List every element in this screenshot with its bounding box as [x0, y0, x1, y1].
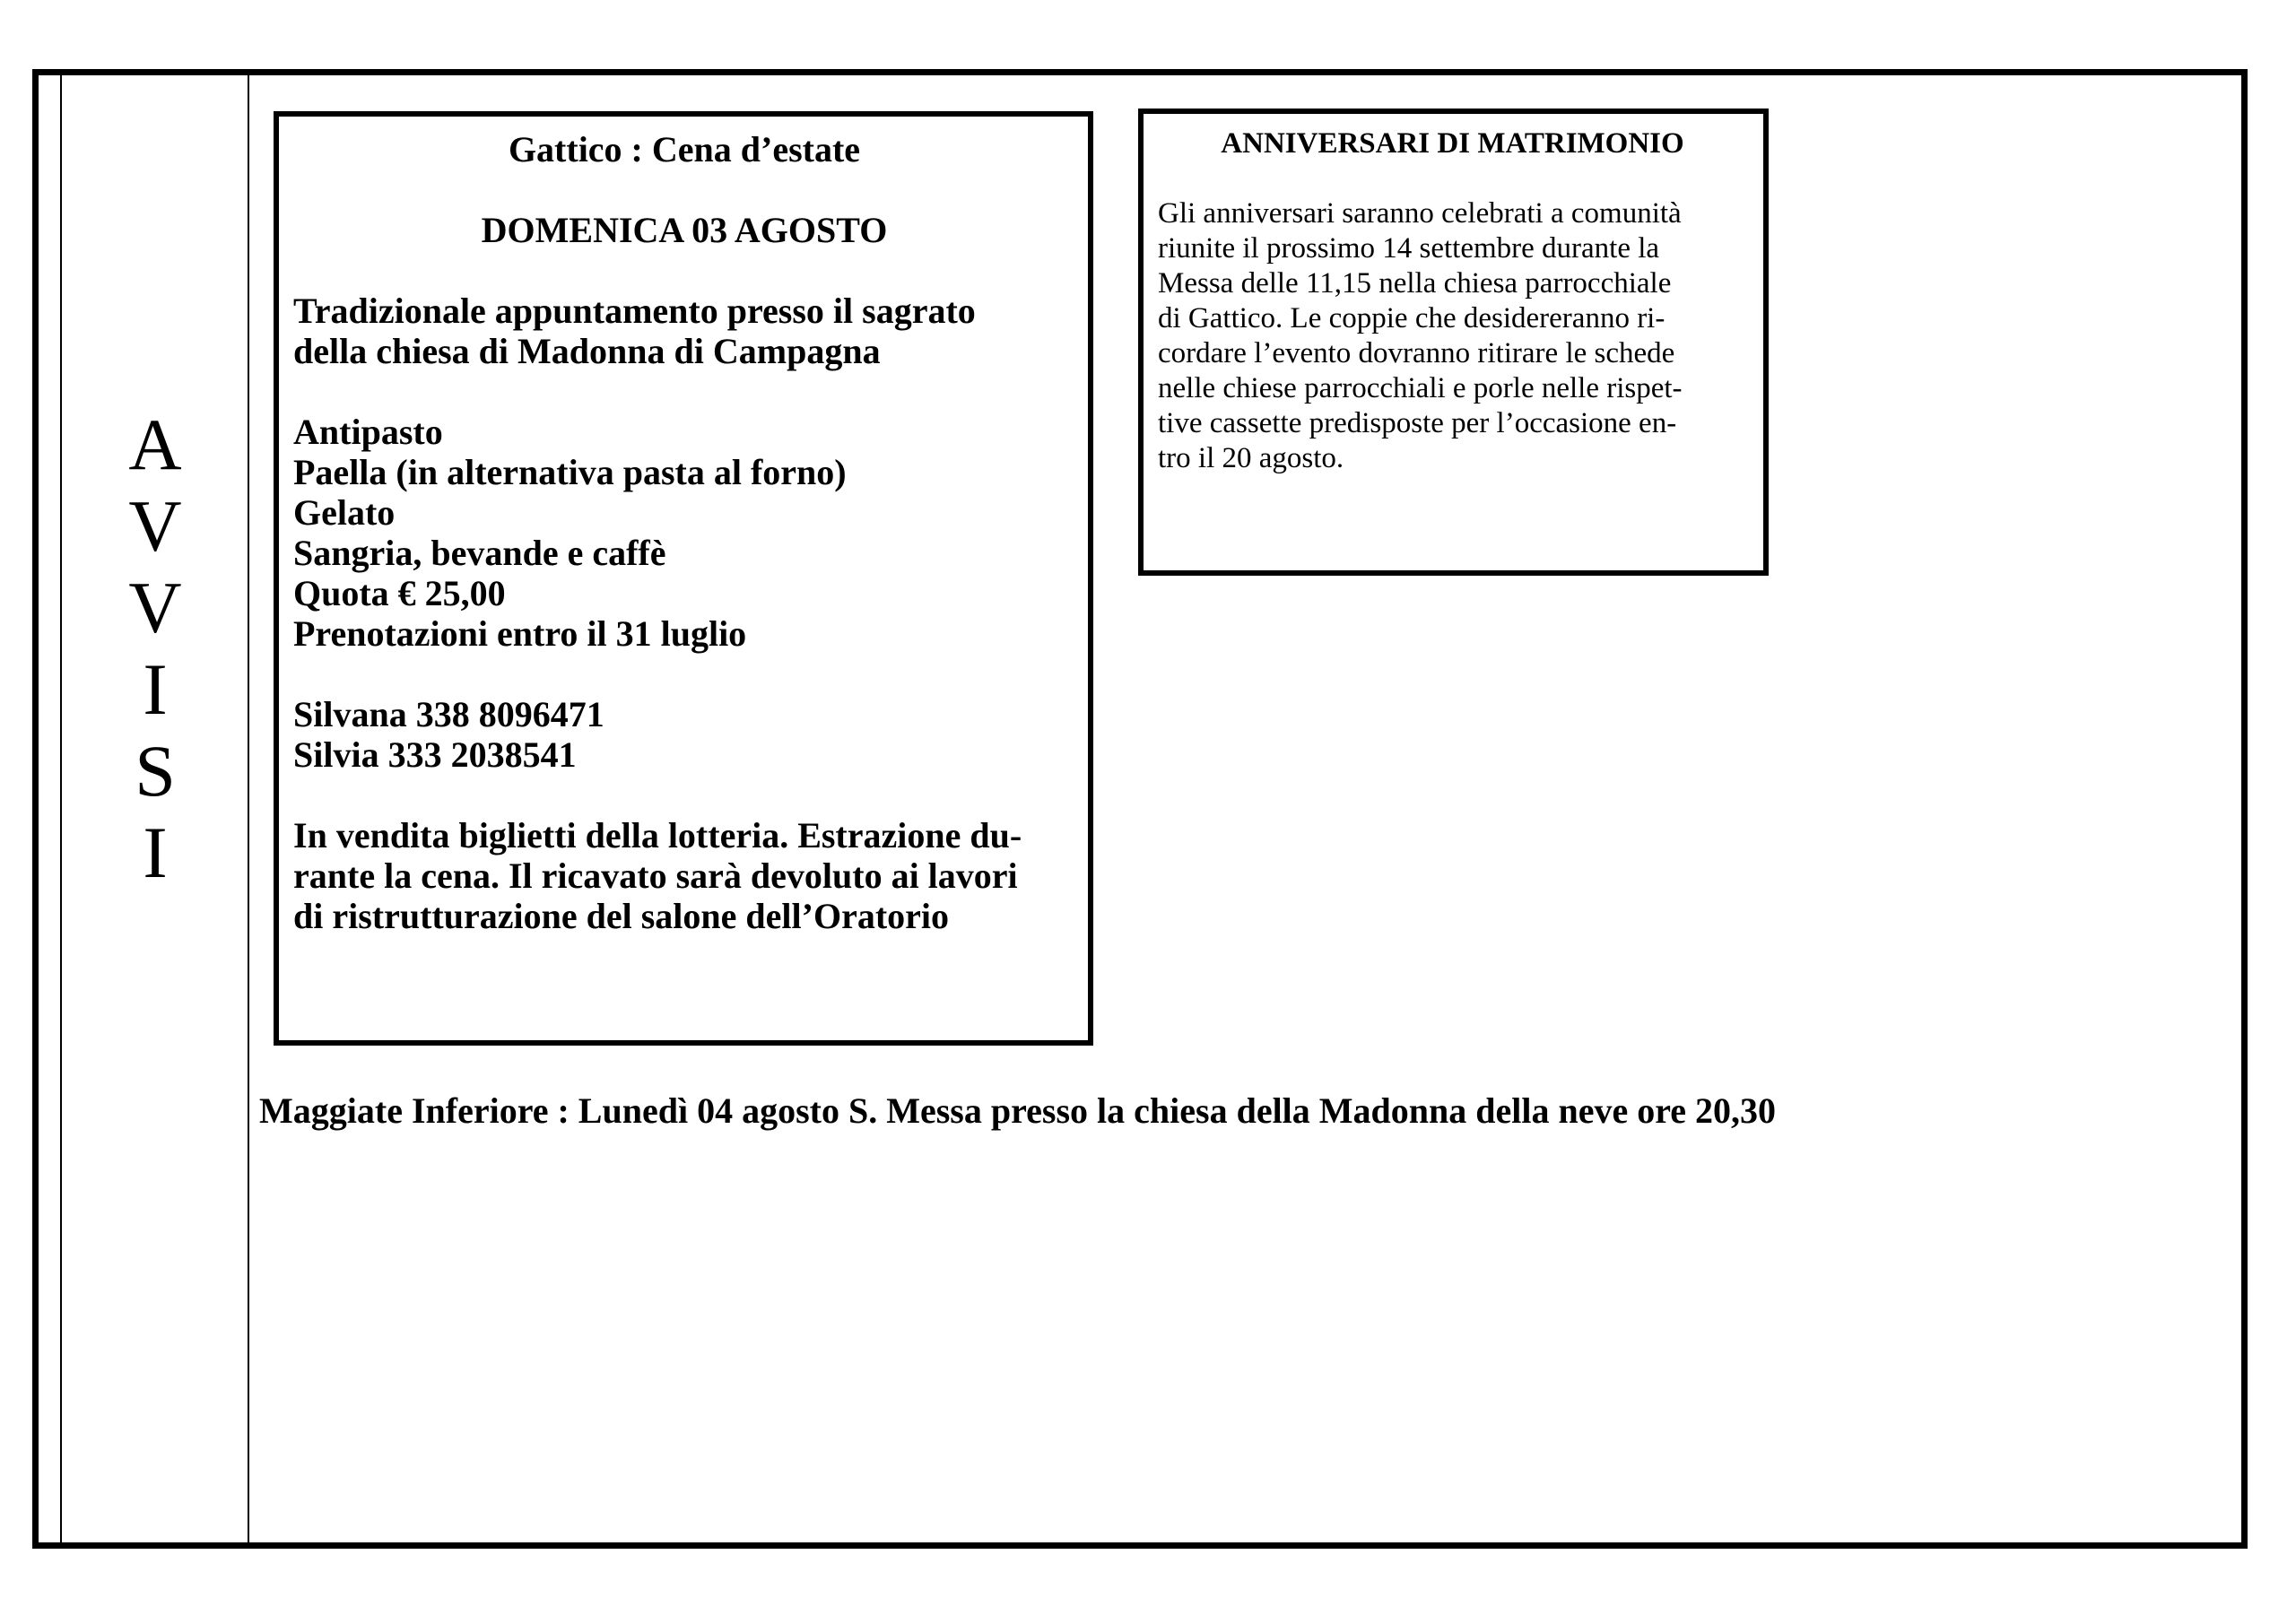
- avvisi-vertical-label: [63, 404, 248, 893]
- anniversari-line: riunite il prossimo 14 settembre durante la: [1158, 232, 1660, 265]
- maggiate-notice: Maggiate Inferiore : Lunedì 04 agosto S. Messa presso la chiesa della Madonna della neve ore 20,30: [259, 1090, 1777, 1131]
- avvisi-letter: S: [135, 730, 176, 812]
- avvisi-letter: V: [128, 485, 182, 567]
- avvisi-letter: I: [143, 812, 168, 893]
- cena-contacts: [293, 694, 1075, 775]
- contact-line: Silvana 338 8096471: [293, 694, 604, 734]
- sidebar-rule-right: [248, 75, 249, 1542]
- cena-date: DOMENICA 03 AGOSTO: [481, 210, 888, 250]
- lottery-line: di ristrutturazione del salone dell’Oratorio: [293, 896, 950, 936]
- menu-item: Sangria, bevande e caffè: [293, 533, 666, 573]
- lottery-line: rante la cena. Il ricavato sarà devoluto ai lavori: [293, 855, 1018, 896]
- menu-booking-deadline: Prenotazioni entro il 31 luglio: [293, 613, 747, 654]
- contact-line: Silvia 333 2038541: [293, 734, 577, 775]
- anniversari-line: tro il 20 agosto.: [1158, 442, 1344, 474]
- cena-title: Gattico : Cena d’estate: [508, 129, 861, 169]
- anniversari-line: Messa delle 11,15 nella chiesa parrocchiale: [1158, 267, 1672, 300]
- menu-item: Gelato: [293, 492, 396, 533]
- cena-lottery: [293, 815, 1075, 936]
- cena-intro: [293, 291, 1075, 371]
- anniversari-box: [1138, 109, 1769, 576]
- anniversari-title: ANNIVERSARI DI MATRIMONIO: [1221, 127, 1684, 160]
- anniversari-line: nelle chiese parrocchiali e porle nelle rispet-: [1158, 372, 1683, 404]
- avvisi-letter: V: [128, 567, 182, 648]
- cena-menu: [293, 412, 1075, 654]
- anniversari-line: tive cassette predisposte per l’occasione en-: [1158, 407, 1677, 439]
- cena-intro-line: Tradizionale appuntamento presso il sagrato: [293, 291, 976, 331]
- avvisi-letter: A: [128, 404, 182, 485]
- anniversari-body: [1158, 196, 1747, 476]
- menu-price: Quota € 25,00: [293, 573, 506, 613]
- avvisi-letter: I: [143, 648, 168, 730]
- sidebar-rule-left: [60, 75, 62, 1542]
- menu-item: Antipasto: [293, 412, 443, 452]
- lottery-line: In vendita biglietti della lotteria. Estrazione du-: [293, 815, 1022, 855]
- menu-item: Paella (in alternativa pasta al forno): [293, 452, 847, 492]
- anniversari-line: Gli anniversari saranno celebrati a comunità: [1158, 197, 1682, 230]
- cena-estate-box: [274, 111, 1093, 1046]
- anniversari-line: cordare l’evento dovranno ritirare le schede: [1158, 337, 1675, 369]
- cena-intro-line: della chiesa di Madonna di Campagna: [293, 331, 881, 371]
- anniversari-line: di Gattico. Le coppie che desidereranno ri-: [1158, 302, 1665, 334]
